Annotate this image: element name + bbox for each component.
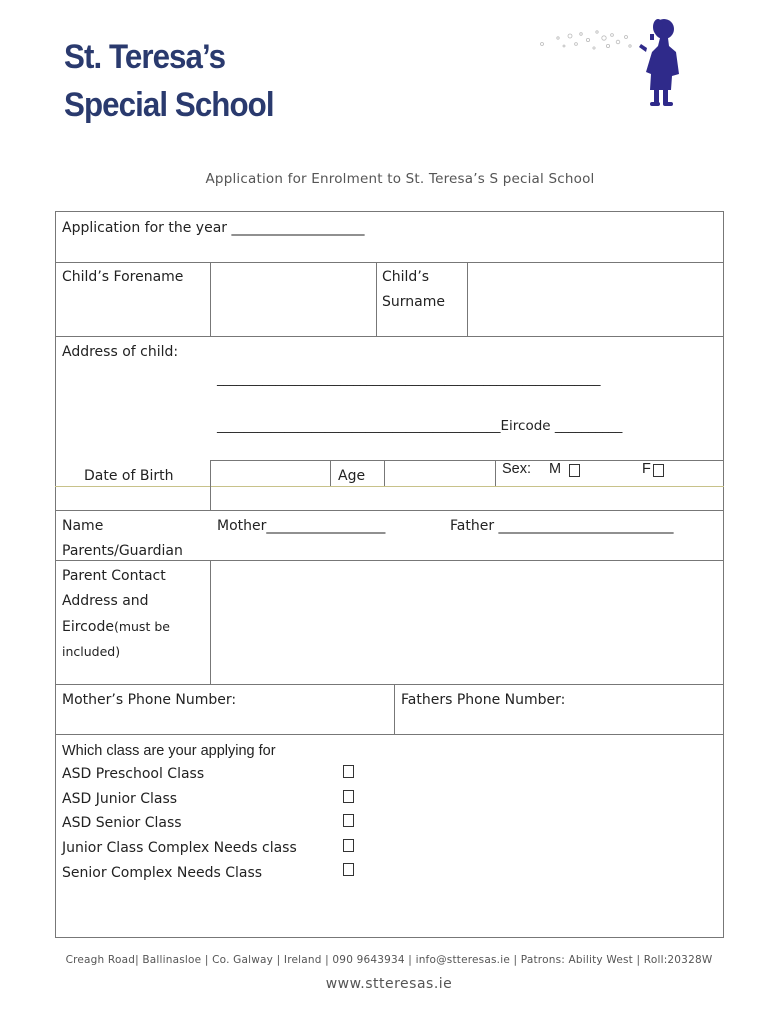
footer-address: Creagh Road| Ballinasloe | Co. Galway | Ireland | 090 9643934 | info@stteresas.ie | Patrons: Ability West | Roll:20328W (65, 954, 713, 966)
class-option-label: ASD Junior Class (62, 791, 178, 807)
father-name-field[interactable]: Father _________________________ (450, 518, 674, 534)
date-of-birth-label: Date of Birth (84, 468, 174, 484)
parent-contact-label-line4: included) (62, 644, 121, 659)
child-address-line2-eircode[interactable]: __________________________________________Eircode __________ (217, 418, 623, 434)
child-forename-field[interactable] (213, 263, 375, 335)
asd-junior-checkbox[interactable] (343, 790, 354, 803)
parents-name-label-line2: Parents/Guardian (62, 543, 183, 559)
form-heading: Application for Enrolment to St. Teresa’s S pecial School (205, 171, 595, 187)
sex-f-checkbox[interactable] (653, 464, 664, 477)
school-name-line1: St. Teresa’s (64, 38, 226, 76)
child-surname-label-line1: Child’s (382, 269, 430, 285)
eircode-label: Eircode (62, 619, 114, 635)
age-label: Age (338, 468, 366, 484)
father-phone-label: Fathers Phone Number: (401, 692, 566, 708)
enrolment-form (55, 211, 724, 938)
child-surname-field[interactable] (470, 263, 722, 335)
child-surname-label-line2: Surname (382, 294, 445, 310)
bubbles-icon (536, 26, 636, 56)
child-address-label: Address of child: (62, 344, 179, 360)
date-of-birth-field[interactable] (211, 461, 329, 485)
parent-contact-address-field[interactable] (212, 561, 722, 683)
parent-contact-label-line2: Address and (62, 593, 149, 609)
class-option-label: Senior Complex Needs Class (62, 865, 263, 881)
class-option-label: ASD Senior Class (62, 815, 182, 831)
asd-senior-checkbox[interactable] (343, 814, 354, 827)
parent-contact-label-line1: Parent Contact (62, 568, 166, 584)
sex-m-label: M (549, 461, 562, 477)
child-forename-label: Child’s Forename (62, 269, 184, 285)
must-be-label: (must be (113, 619, 170, 634)
sex-m-checkbox[interactable] (569, 464, 580, 477)
mother-phone-label: Mother’s Phone Number: (62, 692, 237, 708)
sex-f-label: F (642, 461, 651, 477)
class-question-label: Which class are your applying for (62, 743, 276, 759)
class-option-label: ASD Preschool Class (62, 766, 205, 782)
child-silhouette-icon (638, 16, 684, 110)
parent-contact-label-line3 (62, 614, 170, 640)
class-option-label: Junior Class Complex Needs class (62, 840, 297, 856)
application-year-label: Application for the year ___________________ (62, 220, 365, 236)
sex-label: Sex: (502, 461, 532, 477)
footer-website-link[interactable]: www.stteresas.ie (325, 976, 453, 992)
child-address-line1[interactable]: ___________________________________________________________ (217, 372, 601, 387)
age-field[interactable] (385, 461, 494, 485)
parents-name-label-line1: Name (62, 518, 104, 534)
senior-complex-needs-checkbox[interactable] (343, 863, 354, 876)
junior-complex-needs-checkbox[interactable] (343, 839, 354, 852)
school-name-line2: Special School (64, 86, 274, 124)
asd-preschool-checkbox[interactable] (343, 765, 354, 778)
mother-name-field[interactable]: Mother_________________ (217, 518, 386, 534)
